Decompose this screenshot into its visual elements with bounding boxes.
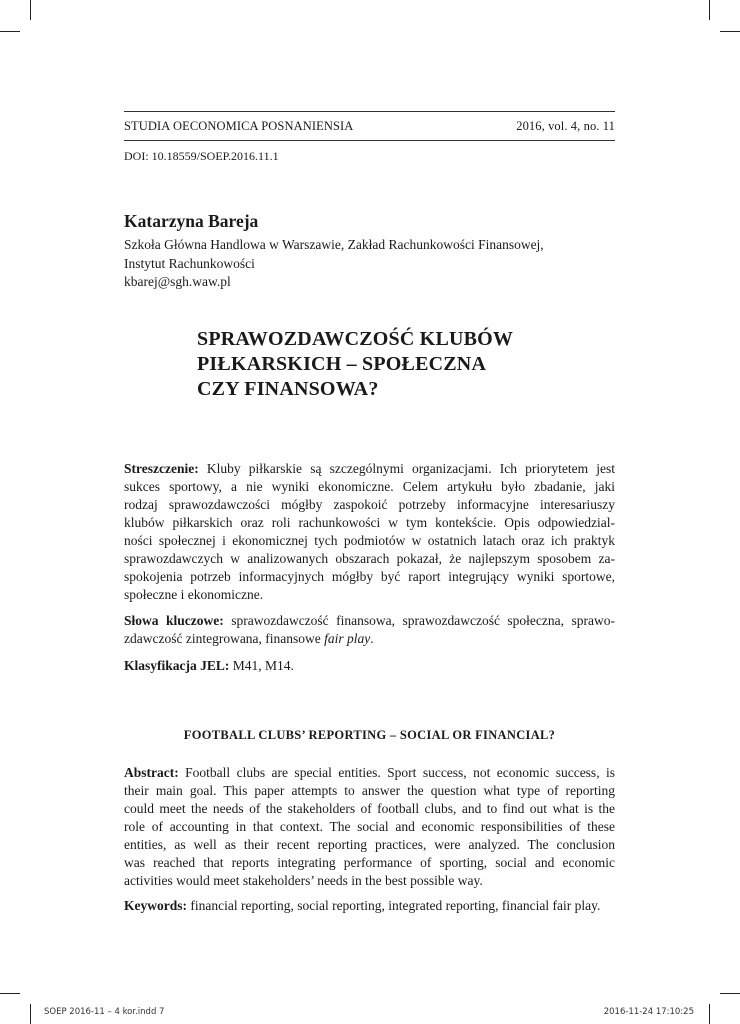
abstract-line: could meet the needs of the stakeholders of football clubs, and to find out what is the [124, 801, 615, 816]
keywords [124, 897, 615, 915]
crop-mark [0, 993, 20, 994]
jel-label: Klasyfikacja JEL: [124, 658, 230, 673]
crop-mark [30, 1004, 31, 1024]
streszczenie-line: ności społecznej i ekonomicznej tych podmiotów w ostatnich latach oraz ich praktyk [124, 533, 615, 548]
author-email: kbarej@sgh.waw.pl [124, 274, 231, 289]
streszczenie-line: sukces sportowy, a nie wyniki ekonomiczne. Celem artykułu było zbadanie, jaki [124, 479, 615, 494]
slowa-kluczowe-end: . [370, 631, 374, 646]
title-line: PIŁKARSKICH – SPOŁECZNA [197, 353, 487, 375]
slowa-kluczowe-line: zdawczość zintegrowana, finansowe [124, 631, 325, 646]
footer-timestamp: 2016-11-24 17:10:25 [603, 1007, 694, 1017]
doi: DOI: 10.18559/SOEP.2016.11.1 [124, 149, 279, 163]
crop-mark [709, 1004, 710, 1024]
abstract-line: activities would meet stakeholders’ needs in the best possible way. [124, 873, 483, 888]
streszczenie-line: sprawozdawczych w analizowanych obszarach pokazał, że najlepszym sposobem za- [124, 551, 615, 566]
abstract-line: was reached that reports integrating performance of sporting, social and economic [124, 855, 615, 870]
crop-mark [30, 0, 31, 20]
streszczenie-line: spokojenia potrzeb informacyjnych mógłby być raport integrujący wyniki sportowe, [124, 569, 615, 584]
footer-file-slug: SOEP 2016-11 – 4 kor.indd 7 [44, 1007, 165, 1017]
slowa-kluczowe [124, 612, 615, 648]
slowa-kluczowe-line: sprawozdawczość finansowa, sprawozdawczość społeczna, sprawo- [231, 613, 615, 628]
title-line: SPRAWOZDAWCZOŚĆ KLUBÓW [197, 328, 514, 350]
title-line: CZY FINANSOWA? [197, 378, 379, 400]
streszczenie-label: Streszczenie: [124, 461, 199, 476]
streszczenie-line: rodzaj sprawozdawczości mógłby zaspokoić potrzeby informacyjne interesariuszy [124, 497, 615, 512]
streszczenie [124, 460, 615, 604]
abstract-line: entities, as well as their recent reporting practices, were analyzed. The conclusion [124, 837, 615, 852]
abstract [124, 764, 615, 890]
abstract-line: role of accounting in that context. The social and economic responsibilities of these [124, 819, 615, 834]
jel-value: M41, M14. [232, 658, 294, 673]
header-rule-bottom [124, 140, 615, 141]
streszczenie-line: Kluby piłkarskie są szczególnymi organizacjami. Ich priorytetem jest [206, 461, 616, 476]
crop-mark [0, 31, 20, 32]
crop-mark [709, 0, 710, 20]
running-header [124, 119, 615, 134]
article-title [197, 327, 597, 402]
affiliation-line: Szkoła Główna Handlowa w Warszawie, Zakład Rachunkowości Finansowej, [124, 237, 544, 252]
crop-mark [720, 993, 740, 994]
slowa-kluczowe-label: Słowa kluczowe: [124, 613, 224, 628]
affiliation-line: Instytut Rachunkowości [124, 255, 255, 271]
crop-mark [720, 31, 740, 32]
streszczenie-line: społeczne i ekonomiczne. [124, 587, 264, 602]
jel-classification [124, 657, 615, 675]
author-name: Katarzyna Bareja [124, 211, 259, 231]
issue-info: 2016, vol. 4, no. 11 [516, 119, 615, 133]
abstract-line: their main goal. This paper attempts to answer the question what type of reporting [124, 783, 615, 798]
author-affiliation [124, 236, 615, 292]
keywords-label: Keywords: [124, 898, 187, 913]
keywords-value: financial reporting, social reporting, integrated reporting, financial fair play. [190, 898, 601, 913]
header-rule-top [124, 111, 615, 112]
streszczenie-line: klubów piłkarskich oraz roli rachunkowości w tym kontekście. Opis odpowiedzial- [124, 515, 615, 530]
journal-name: STUDIA OECONOMICA POSNANIENSIA [124, 119, 354, 133]
abstract-line: Football clubs are special entities. Sport success, not economic success, is [185, 765, 615, 780]
abstract-label: Abstract: [124, 765, 179, 780]
english-title: FOOTBALL CLUBS’ REPORTING – SOCIAL OR FINANCIAL? [183, 728, 556, 742]
slowa-kluczowe-italic: fair play [324, 631, 371, 646]
